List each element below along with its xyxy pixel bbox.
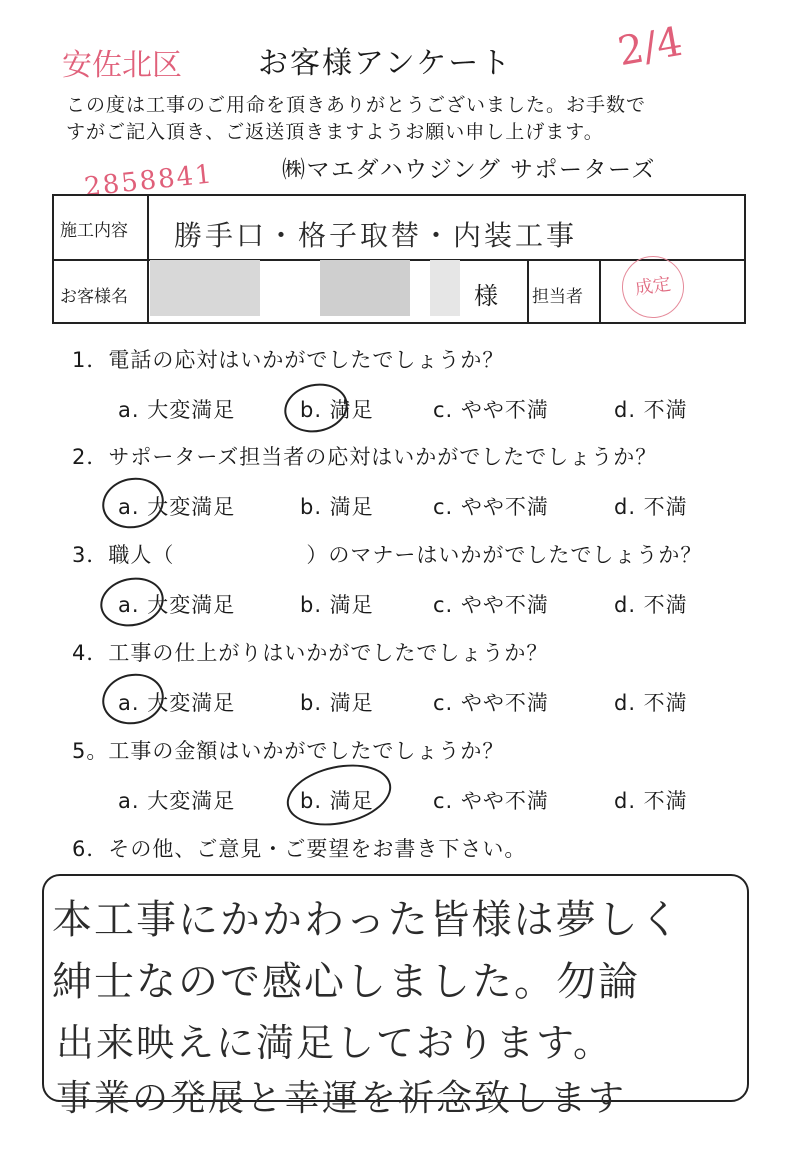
q3-option-b[interactable]: b. 満足: [300, 593, 374, 617]
customer-label: お客様名: [60, 287, 128, 307]
question-3: 3．職人（ ）のマナーはいかがでしたでしょうか？: [72, 543, 703, 567]
comment-line-2: 紳士なので感心しました。勿論: [52, 959, 640, 1005]
question-5: 5。工事の金額はいかがでしたでしょうか？: [72, 739, 505, 763]
q4-selection-circle: [97, 668, 168, 730]
staff-stamp: 成定: [618, 252, 688, 322]
district-note: 安佐北区: [62, 48, 182, 83]
q4-option-a[interactable]: a. 大変満足: [118, 691, 236, 715]
intro-line-2: すがご記入頂き、ご返送頂きますようお願い申し上げます。: [66, 121, 604, 143]
q1-selection-circle: [280, 378, 353, 438]
q4-option-b[interactable]: b. 満足: [300, 691, 374, 715]
q1-option-b[interactable]: b. 満足: [300, 398, 374, 422]
q3-option-c[interactable]: c. やや不満: [433, 593, 549, 617]
q3-option-d[interactable]: d. 不満: [614, 593, 688, 617]
q3-selection-circle: [96, 572, 169, 632]
q5-option-d[interactable]: d. 不満: [614, 789, 688, 813]
q1-option-d[interactable]: d. 不満: [614, 398, 688, 422]
page-number: 2/4: [614, 18, 686, 76]
q2-option-c[interactable]: c. やや不満: [433, 495, 549, 519]
q3-option-a[interactable]: a. 大変満足: [118, 593, 236, 617]
q1-option-a[interactable]: a. 大変満足: [118, 398, 236, 422]
comment-line-3: 出来映えに満足しております。: [56, 1021, 613, 1065]
honorific: 様: [474, 282, 498, 310]
q1-option-c[interactable]: c. やや不満: [433, 398, 549, 422]
table-divider: [599, 259, 601, 322]
staff-label: 担当者: [532, 287, 583, 307]
comment-line-1: 本工事にかかわった皆様は夢しく: [52, 897, 682, 943]
question-2: 2．サポーターズ担当者の応対はいかがでしたでしょうか？: [72, 445, 658, 469]
question-1: 1．電話の応対はいかがでしたでしょうか？: [72, 348, 505, 372]
comments-prompt: 6．その他、ご意見・ご要望をお書き下さい。: [72, 837, 527, 861]
q5-option-a[interactable]: a. 大変満足: [118, 789, 236, 813]
redacted-name: [150, 260, 260, 316]
q2-option-b[interactable]: b. 満足: [300, 495, 374, 519]
q2-option-a[interactable]: a. 大変満足: [118, 495, 236, 519]
q4-option-d[interactable]: d. 不満: [614, 691, 688, 715]
redacted-name: [320, 260, 410, 316]
work-label[interactable]: 施工内容: [60, 221, 128, 241]
q5-option-b[interactable]: b. 満足: [300, 789, 374, 813]
q2-option-d[interactable]: d. 不満: [614, 495, 688, 519]
q4-option-c[interactable]: c. やや不満: [433, 691, 549, 715]
table-divider: [527, 259, 529, 322]
comment-line-4: 事業の発展と幸運を祈念致します: [56, 1078, 627, 1119]
intro-line-1: この度は工事のご用命を頂きありがとうございました。お手数で: [66, 94, 647, 116]
customer-number: 2858841: [82, 159, 216, 203]
q5-selection-circle: [281, 756, 397, 835]
work-value[interactable]: 勝手口・格子取替・内装工事: [174, 219, 578, 252]
page-title: お客様アンケート: [258, 46, 513, 81]
redacted-name: [430, 260, 460, 316]
table-divider: [147, 196, 149, 322]
question-4: 4．工事の仕上がりはいかがでしたでしょうか？: [72, 641, 549, 665]
q5-option-c[interactable]: c. やや不満: [433, 789, 549, 813]
q2-selection-circle: [97, 472, 168, 534]
company-name: ㈱マエダハウジング サポーターズ: [282, 157, 656, 183]
